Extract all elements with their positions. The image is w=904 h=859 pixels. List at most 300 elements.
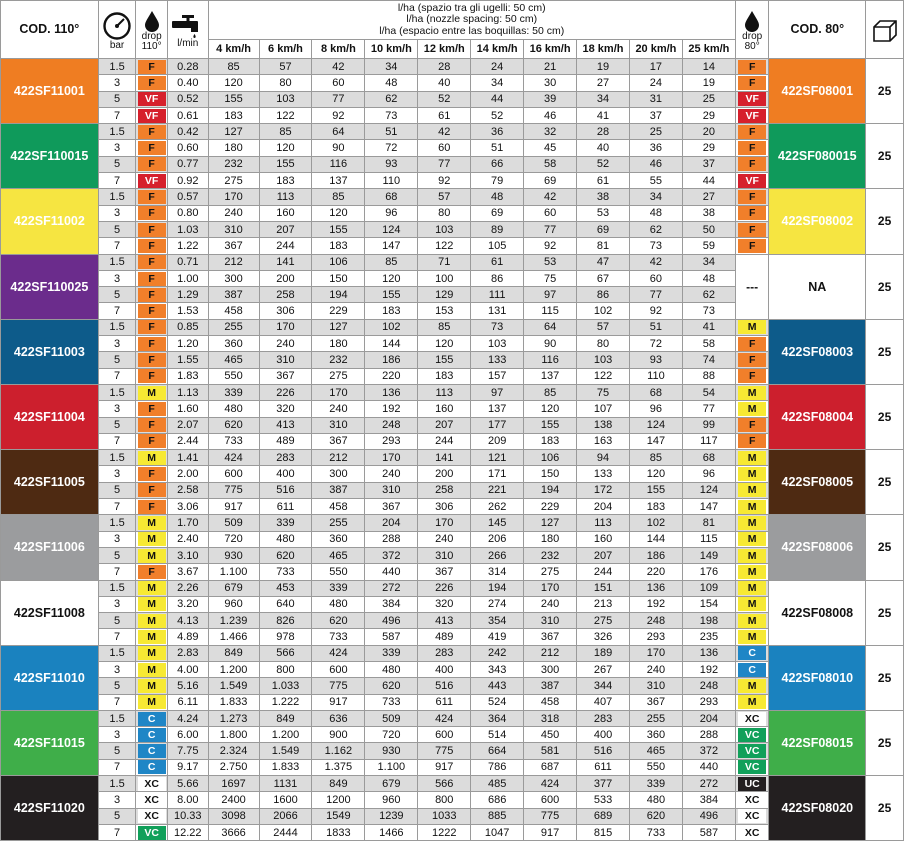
drop-class-cell: [735, 91, 769, 107]
rate-value: 566: [259, 645, 312, 661]
rate-value: 160: [259, 205, 312, 221]
rate-value: 72: [629, 336, 682, 352]
drop-class-cell: [136, 238, 168, 254]
rate-value: 733: [312, 629, 365, 645]
drop-class-cell: [136, 727, 168, 743]
pressure-bar: 1.5: [98, 319, 136, 335]
drop-class-cell: [136, 221, 168, 237]
rate-value: 89: [471, 221, 524, 237]
pressure-bar: 7: [98, 759, 136, 775]
rate-value: 183: [524, 433, 577, 449]
rate-value: 131: [471, 303, 524, 319]
rate-value: 106: [524, 450, 577, 466]
rate-value: 180: [312, 336, 365, 352]
rate-value: 367: [312, 433, 365, 449]
pressure-bar: 7: [98, 824, 136, 840]
rate-value: 235: [682, 629, 735, 645]
rate-value: 61: [418, 107, 471, 123]
rate-value: 69: [524, 173, 577, 189]
rate-value: 587: [365, 629, 418, 645]
rate-value: 221: [471, 482, 524, 498]
pressure-bar: 1.5: [98, 189, 136, 205]
rate-value: 24: [629, 75, 682, 91]
flow-lmin: 2.83: [167, 645, 208, 661]
rate-value: 92: [524, 238, 577, 254]
drop-class-cell: [735, 59, 769, 75]
rate-value: 34: [682, 254, 735, 270]
drop-class-cell: [735, 75, 769, 91]
drop-class-cell: [735, 499, 769, 515]
package-qty: 25: [866, 710, 904, 775]
flow-lmin: 3.20: [167, 596, 208, 612]
rate-value: 36: [629, 140, 682, 156]
lmin-header: l/min: [167, 1, 208, 59]
drop-class-cell: [735, 319, 769, 335]
pressure-bar: 7: [98, 107, 136, 123]
rate-value: 244: [418, 433, 471, 449]
table-row: [1, 221, 904, 237]
drop-class-cell: [136, 189, 168, 205]
rate-value: 480: [259, 531, 312, 547]
drop-class-cell: [735, 694, 769, 710]
rate-value: 194: [312, 287, 365, 303]
drop-class-cell: [735, 156, 769, 172]
rate-value: 258: [259, 287, 312, 303]
rate-value: 367: [418, 564, 471, 580]
rate-value: 60: [312, 75, 365, 91]
drop-class-badge: F: [138, 206, 166, 220]
rate-value: 39: [524, 91, 577, 107]
rate-value: 55: [629, 173, 682, 189]
rate-value: 67: [577, 270, 630, 286]
rate-value: 310: [259, 352, 312, 368]
flow-lmin: 4.89: [167, 629, 208, 645]
rate-value: 42: [629, 254, 682, 270]
drop-class-cell: [136, 303, 168, 319]
rate-value: 424: [418, 710, 471, 726]
rate-value: 212: [524, 645, 577, 661]
rate-value: 103: [259, 91, 312, 107]
rate-value: 367: [629, 694, 682, 710]
rate-value: 255: [312, 515, 365, 531]
rate-value: 75: [577, 384, 630, 400]
rate-value: 815: [577, 824, 630, 840]
rate-value: 310: [418, 547, 471, 563]
rate-value: 314: [471, 564, 524, 580]
flow-lmin: 1.83: [167, 368, 208, 384]
drop-class-badge: C: [738, 646, 766, 660]
drop-class-badge: F: [138, 157, 166, 171]
rate-value: 2066: [259, 808, 312, 824]
rate-value: 77: [524, 221, 577, 237]
drop-class-badge: F: [138, 500, 166, 514]
rate-value: 306: [259, 303, 312, 319]
table-row: [1, 384, 904, 400]
rate-value: 465: [629, 743, 682, 759]
rate-value: 120: [418, 336, 471, 352]
rate-value: 155: [418, 352, 471, 368]
drop-class-cell: [735, 759, 769, 775]
pressure-bar: 3: [98, 661, 136, 677]
rate-value: 226: [259, 384, 312, 400]
drop-class-badge: XC: [738, 809, 766, 823]
code-80: 422SF08020: [769, 776, 866, 841]
rate-value: 1.833: [208, 694, 259, 710]
rate-value: 686: [471, 792, 524, 808]
rate-value: 74: [682, 352, 735, 368]
drop-class-cell: [735, 531, 769, 547]
pressure-bar: 5: [98, 91, 136, 107]
drop-class-badge: F: [738, 157, 766, 171]
rate-value: 1466: [365, 824, 418, 840]
rate-value: 849: [208, 645, 259, 661]
rate-value: 80: [259, 75, 312, 91]
table-row: [1, 515, 904, 531]
rate-value: 170: [629, 645, 682, 661]
package-qty: 25: [866, 645, 904, 710]
rate-value: 51: [629, 319, 682, 335]
flow-lmin: 6.11: [167, 694, 208, 710]
rate-value: 40: [577, 140, 630, 156]
rate-value: 170: [259, 319, 312, 335]
rate-value: 183: [629, 499, 682, 515]
rate-value: 387: [312, 482, 365, 498]
package-qty: 25: [866, 384, 904, 449]
drop-class-cell: [735, 384, 769, 400]
rate-value: 509: [208, 515, 259, 531]
rate-value: 73: [365, 107, 418, 123]
rate-value: 372: [682, 743, 735, 759]
rate-value: 288: [365, 531, 418, 547]
rate-value: 36: [471, 124, 524, 140]
rate-value: 244: [259, 238, 312, 254]
drop-class-cell: [735, 433, 769, 449]
rate-value: 71: [418, 254, 471, 270]
flow-lmin: 2.58: [167, 482, 208, 498]
drop-class-badge: M: [738, 549, 766, 563]
pressure-bar: 5: [98, 156, 136, 172]
rate-value: 73: [471, 319, 524, 335]
rate-value: 120: [259, 140, 312, 156]
rate-value: 1.100: [365, 759, 418, 775]
rate-value: 209: [471, 433, 524, 449]
speed-header: 8 km/h: [312, 40, 365, 59]
rate-value: 960: [365, 792, 418, 808]
rate-value: 186: [629, 547, 682, 563]
pressure-bar: 1.5: [98, 450, 136, 466]
table-row: [1, 678, 904, 694]
drop-class-badge: VF: [138, 109, 166, 123]
rate-value: 550: [208, 368, 259, 384]
drop-class-badge: F: [138, 320, 166, 334]
rate-value: 47: [577, 254, 630, 270]
rate-value: 775: [524, 808, 577, 824]
drop-class-cell: [136, 156, 168, 172]
rate-value: 186: [365, 352, 418, 368]
rate-value: 272: [365, 580, 418, 596]
rate-value: 600: [312, 661, 365, 677]
rate-value: 480: [365, 661, 418, 677]
rate-value: 2400: [208, 792, 259, 808]
table-row: [1, 499, 904, 515]
rate-value: 1.375: [312, 759, 365, 775]
drop-class-cell: [136, 564, 168, 580]
rate-value: 27: [577, 75, 630, 91]
rate-value: 48: [629, 205, 682, 221]
drop-class-cell: [735, 727, 769, 743]
drop-class-badge: F: [138, 141, 166, 155]
drop-class-badge: C: [138, 712, 166, 726]
rate-value: 1549: [312, 808, 365, 824]
flow-lmin: 0.77: [167, 156, 208, 172]
rate-value: 136: [629, 580, 682, 596]
rate-value: 240: [365, 466, 418, 482]
rate-value: 147: [682, 499, 735, 515]
pressure-bar: 7: [98, 173, 136, 189]
flow-lmin: 4.13: [167, 613, 208, 629]
rate-value: 113: [577, 515, 630, 531]
drop-class-cell: [136, 75, 168, 91]
rate-value: 127: [208, 124, 259, 140]
rate-value: 58: [524, 156, 577, 172]
table-row: [1, 156, 904, 172]
rate-value: 21: [524, 59, 577, 75]
drop-class-badge: F: [138, 190, 166, 204]
rate-value: 154: [682, 596, 735, 612]
rate-value: 110: [629, 368, 682, 384]
rate-value: 400: [418, 661, 471, 677]
table-row: [1, 205, 904, 221]
rate-value: 2444: [259, 824, 312, 840]
code-110-header: COD. 110°: [1, 1, 99, 59]
box-icon: [872, 19, 898, 43]
rate-value: 3666: [208, 824, 259, 840]
rate-value: 733: [629, 824, 682, 840]
code-80: 422SF08004: [769, 384, 866, 449]
rate-value: 1.100: [208, 564, 259, 580]
pressure-bar: 7: [98, 433, 136, 449]
rate-value: 29: [682, 107, 735, 123]
rate-value: 587: [682, 824, 735, 840]
rate-value: 550: [312, 564, 365, 580]
rate-value: 1.222: [259, 694, 312, 710]
code-80: NA: [769, 254, 866, 319]
rate-value: 220: [365, 368, 418, 384]
rate-value: 180: [208, 140, 259, 156]
rate-value: 129: [418, 287, 471, 303]
drop-class-badge: M: [738, 483, 766, 497]
package-qty: 25: [866, 254, 904, 319]
rate-value: 207: [577, 547, 630, 563]
rate-value: 25: [629, 124, 682, 140]
flow-lmin: 2.00: [167, 466, 208, 482]
rate-value: 1600: [259, 792, 312, 808]
rate-value: 885: [471, 808, 524, 824]
rate-value: 1200: [312, 792, 365, 808]
rate-value: 566: [418, 776, 471, 792]
rate-title-it: l/ha (spazio tra gli ugelli: 50 cm): [397, 1, 546, 14]
rate-value: 212: [312, 450, 365, 466]
rate-value: 183: [208, 107, 259, 123]
rate-value: 25: [682, 91, 735, 107]
rate-value: 310: [312, 417, 365, 433]
rate-value: 465: [312, 547, 365, 563]
code-110: 422SF11010: [1, 645, 99, 710]
rate-value: 300: [312, 466, 365, 482]
rate-value: 96: [365, 205, 418, 221]
flow-lmin: 1.00: [167, 270, 208, 286]
drop-class-badge: F: [738, 434, 766, 448]
rate-value: 155: [365, 287, 418, 303]
rate-value: 198: [682, 613, 735, 629]
package-qty: 25: [866, 580, 904, 645]
rate-value: 105: [471, 238, 524, 254]
drop-class-cell: [136, 694, 168, 710]
drop-class-badge: XC: [138, 793, 166, 807]
rate-value: 73: [629, 238, 682, 254]
rate-value: 48: [682, 270, 735, 286]
rate-value: 611: [577, 759, 630, 775]
rate-value: 44: [471, 91, 524, 107]
rate-value: 99: [682, 417, 735, 433]
drop-class-badge: F: [738, 239, 766, 253]
table-row: [1, 759, 904, 775]
rate-value: 103: [471, 336, 524, 352]
rate-value: 275: [524, 564, 577, 580]
rate-value: 68: [682, 450, 735, 466]
rate-value: 62: [365, 91, 418, 107]
drop-class-cell: [136, 710, 168, 726]
drop-class-cell: [735, 629, 769, 645]
drop-class-badge: M: [738, 679, 766, 693]
rate-value: 930: [365, 743, 418, 759]
drop-class-badge: VC: [738, 744, 766, 758]
drop-class-cell: [136, 368, 168, 384]
drop-class-cell: [136, 336, 168, 352]
rate-value: 48: [471, 189, 524, 205]
rate-value: 458: [208, 303, 259, 319]
rate-value: 339: [259, 515, 312, 531]
rate-value: 343: [471, 661, 524, 677]
rate-value: 42: [418, 124, 471, 140]
code-110: 422SF11001: [1, 59, 99, 124]
rate-value: 183: [259, 173, 312, 189]
drop-class-cell: [735, 140, 769, 156]
table-row: [1, 254, 904, 270]
rate-value: 176: [682, 564, 735, 580]
table-row: [1, 727, 904, 743]
drop-80-header: drop 80°: [735, 1, 769, 59]
rate-value: 62: [629, 221, 682, 237]
drop-class-badge: F: [138, 239, 166, 253]
drop-icon: [144, 10, 160, 32]
table-row: [1, 694, 904, 710]
rate-value: 133: [577, 466, 630, 482]
code-80: 422SF08006: [769, 515, 866, 580]
rate-value: 917: [418, 759, 471, 775]
table-row: [1, 75, 904, 91]
rate-value: 720: [365, 727, 418, 743]
rate-value: 220: [629, 564, 682, 580]
rate-value: 93: [365, 156, 418, 172]
rate-value: 122: [577, 368, 630, 384]
rate-value: 367: [524, 629, 577, 645]
rate-value: 240: [259, 336, 312, 352]
drop-class-badge: M: [138, 679, 166, 693]
drop-class-cell: [136, 678, 168, 694]
rate-value: 54: [682, 384, 735, 400]
rate-value: 775: [208, 482, 259, 498]
pressure-bar: 1.5: [98, 59, 136, 75]
rate-value: 550: [629, 759, 682, 775]
rate-value: 687: [524, 759, 577, 775]
rate-value: 163: [577, 433, 630, 449]
drop-class-cell: [735, 450, 769, 466]
rate-value: 1222: [418, 824, 471, 840]
speed-header: 20 km/h: [629, 40, 682, 59]
rate-value: 153: [418, 303, 471, 319]
rate-value: 320: [259, 401, 312, 417]
rate-value: 516: [418, 678, 471, 694]
code-80: 422SF08005: [769, 450, 866, 515]
rate-value: 978: [259, 629, 312, 645]
rate-value: 145: [471, 515, 524, 531]
rate-value: 93: [629, 352, 682, 368]
drop-class-cell: [735, 792, 769, 808]
rate-value: 204: [577, 499, 630, 515]
rate-value: 41: [577, 107, 630, 123]
drop-class-cell: [735, 221, 769, 237]
rate-value: 283: [259, 450, 312, 466]
code-80: 422SF08001: [769, 59, 866, 124]
rate-value: 45: [524, 140, 577, 156]
drop-class-cell: [735, 401, 769, 417]
table-row: [1, 661, 904, 677]
rate-value: 30: [524, 75, 577, 91]
drop-class-badge: M: [138, 630, 166, 644]
drop-class-cell: [735, 613, 769, 629]
rate-value: 1.239: [208, 613, 259, 629]
pressure-bar: 5: [98, 547, 136, 563]
rate-value: 496: [365, 613, 418, 629]
flow-lmin: 5.16: [167, 678, 208, 694]
pressure-bar: 3: [98, 596, 136, 612]
rate-value: 133: [471, 352, 524, 368]
pressure-bar: 1.5: [98, 645, 136, 661]
rate-value: 288: [682, 727, 735, 743]
table-row: [1, 613, 904, 629]
drop-class-badge: F: [138, 76, 166, 90]
pressure-bar: 3: [98, 270, 136, 286]
drop-class-badge: F: [738, 223, 766, 237]
rate-value: 262: [471, 499, 524, 515]
rate-value: 367: [365, 499, 418, 515]
rate-value: 102: [577, 303, 630, 319]
rate-value: 480: [629, 792, 682, 808]
rate-value: 32: [524, 124, 577, 140]
rate-value: 90: [524, 336, 577, 352]
drop-class-badge: M: [138, 646, 166, 660]
rate-value: 124: [365, 221, 418, 237]
rate-value: 160: [418, 401, 471, 417]
rate-value: 377: [577, 776, 630, 792]
rate-value: 94: [577, 450, 630, 466]
code-110: 422SF11002: [1, 189, 99, 254]
rate-value: 85: [259, 124, 312, 140]
rate-value: 344: [577, 678, 630, 694]
rate-value: 147: [629, 433, 682, 449]
code-110: 422SF11006: [1, 515, 99, 580]
